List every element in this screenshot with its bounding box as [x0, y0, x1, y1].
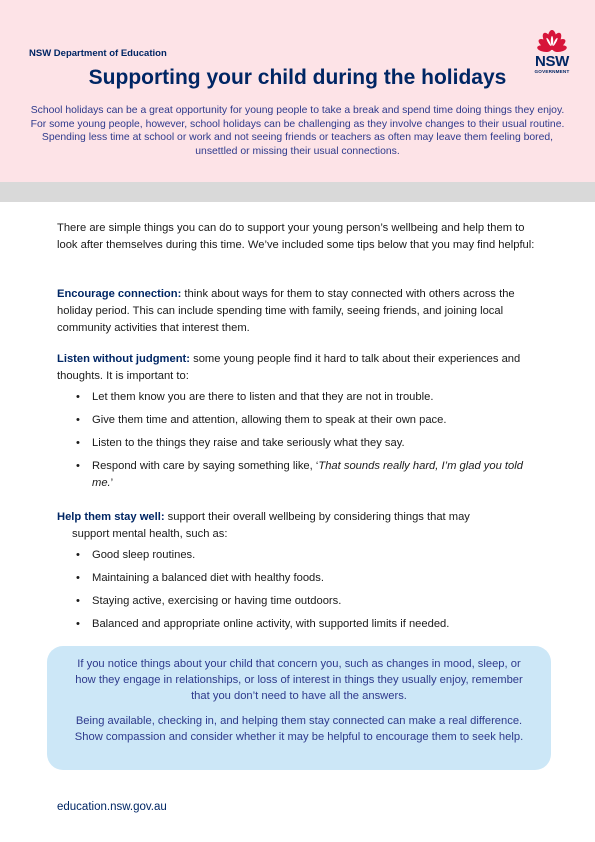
divider-band: [0, 182, 595, 202]
well-heading: Help them stay well:: [57, 511, 165, 523]
bullet-prefix: Respond with care by saying something like, ‘: [92, 460, 319, 472]
listen-bullet-list: [76, 389, 538, 498]
opening-paragraph: There are simple things you can do to support your young person’s wellbeing and help them to look after themselves during this time. We’ve included some tips below that you may find helpful:: [57, 222, 535, 251]
intro-paragraph: School holidays can be a great opportunity for young people to take a break and spend time doing things they enjoy. For some young people, however, school holidays can be challenging as they involve changes to their usual routine. Spending less time at school or work and not seeing friends or teachers as often may leave them feeling bored, unsettled or missing their usual connections.: [30, 105, 565, 157]
bullet-quote: That sounds really hard, I’m glad you told me.: [92, 460, 523, 489]
listen-text: some young people find it hard to talk about their experiences and thoughts. It is important to:: [57, 353, 521, 382]
connection-paragraph: [57, 286, 537, 337]
list-item: • Balanced and appropriate online activity, with supported limits if needed.: [76, 616, 538, 633]
listen-paragraph: [57, 351, 537, 385]
callout-paragraph-1: If you notice things about your child that concern you, such as changes in mood, sleep, or how they engage in relationships, or loss of interest in things they usually enjoy, remember that you don’t need to have all the answers.: [75, 658, 523, 702]
list-item: • Give them time and attention, allowing them to speak at their own pace.: [76, 412, 538, 429]
well-text: support their overall wellbeing by considering things that may: [164, 511, 470, 523]
logo-government-text: GOVERNMENT: [534, 69, 570, 74]
list-item: • Listen to the things they raise and take seriously what they say.: [76, 435, 538, 452]
list-item: • Staying active, exercising or having time outdoors.: [76, 593, 538, 610]
callout-paragraph-2: Being available, checking in, and helping them stay connected can make a real difference. Show compassion and consider whether it may be helpful to encourage them to seek help.: [74, 715, 524, 743]
department-name: NSW Department of Education: [29, 48, 167, 59]
well-text-continued: support mental health, such as:: [72, 528, 228, 540]
list-item: [76, 458, 538, 492]
list-item: • Good sleep routines.: [76, 547, 538, 564]
list-item: • Maintaining a balanced diet with healthy foods.: [76, 570, 538, 587]
page-title: Supporting your child during the holidays: [88, 66, 507, 89]
footer-link[interactable]: education.nsw.gov.au: [57, 801, 167, 813]
well-paragraph: [57, 509, 537, 543]
connection-heading: Encourage connection:: [57, 288, 182, 300]
header-banner: [0, 0, 595, 182]
callout-box: [47, 646, 551, 770]
list-item: • Let them know you are there to listen and that they are not in trouble.: [76, 389, 538, 406]
connection-text: think about ways for them to stay connected with others across the holiday period. This can include spending time with family, seeing friends, and joining local community activities that interest them.: [57, 288, 515, 334]
bullet-suffix: ’: [110, 477, 114, 489]
well-bullet-list: [76, 547, 538, 639]
logo-nsw-text: NSW: [534, 53, 570, 70]
listen-heading: Listen without judgment:: [57, 353, 190, 365]
waratah-icon: [529, 24, 575, 54]
